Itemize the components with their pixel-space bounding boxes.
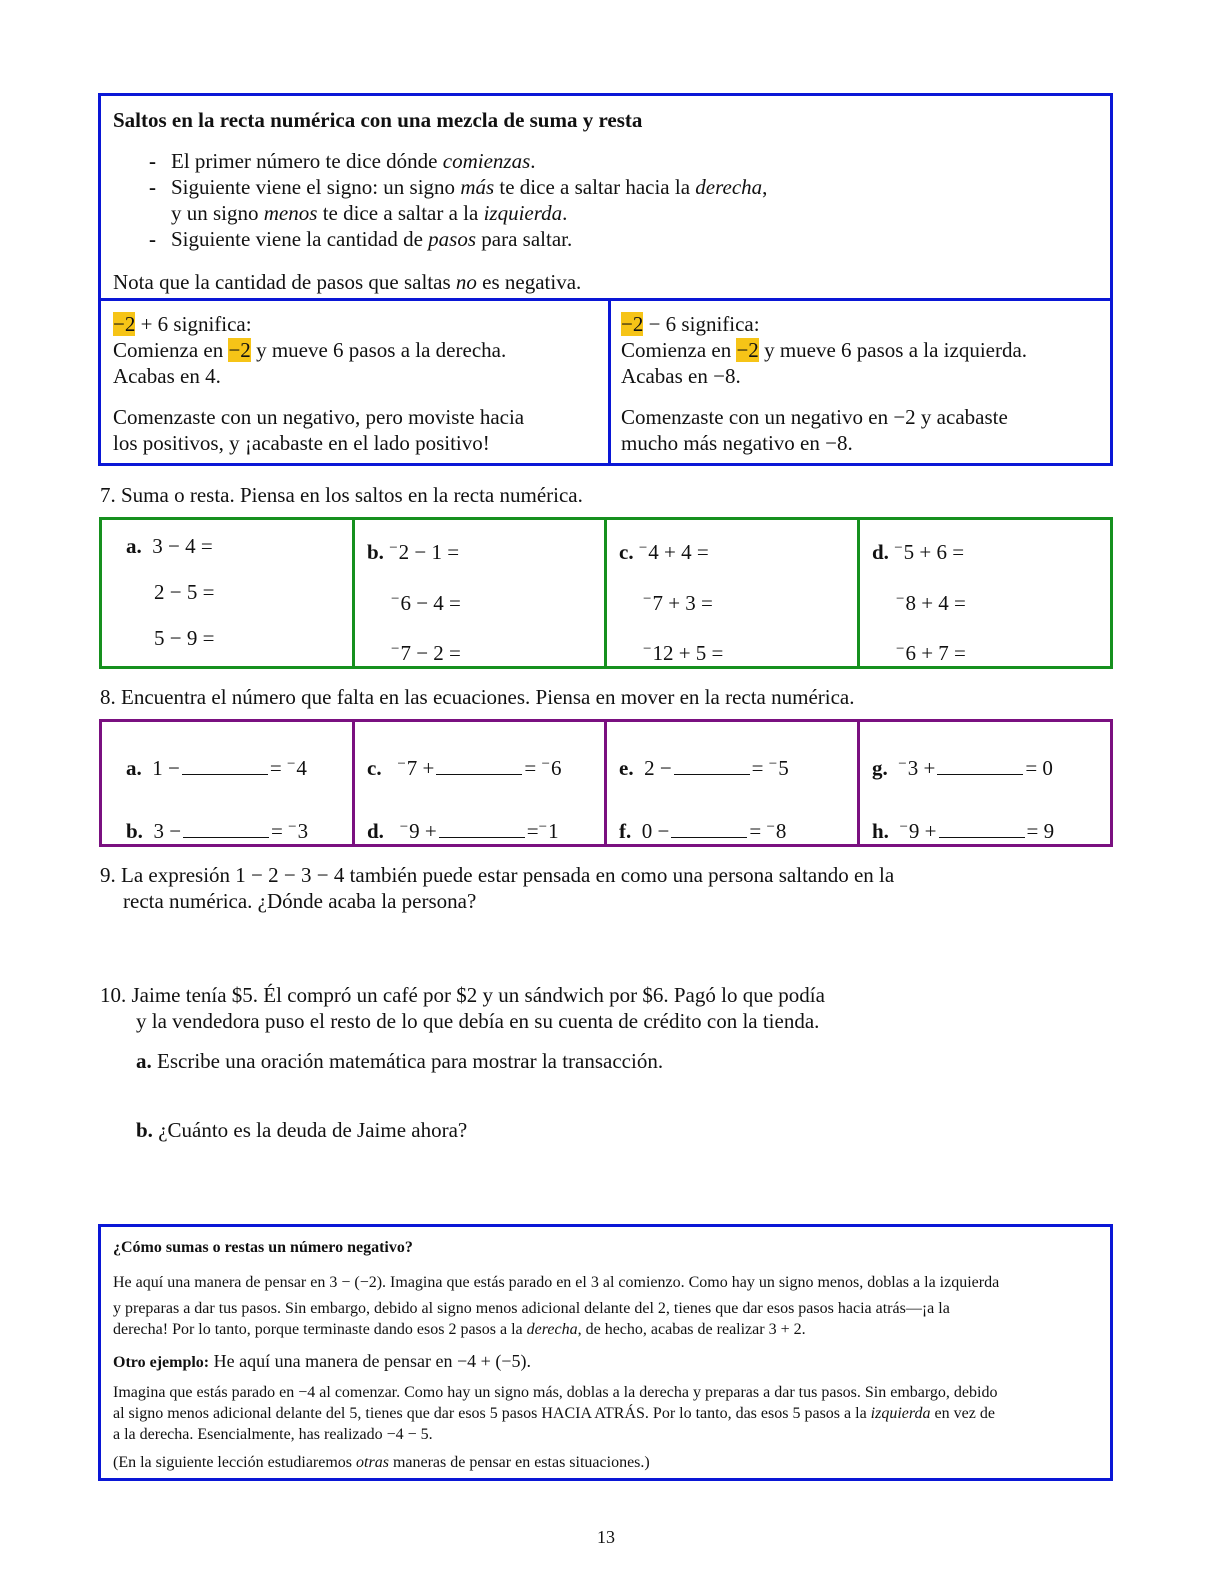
q7-cell-d: d. −5 + 6 = −8 + 4 = −6 + 7 =: [872, 540, 966, 665]
answer-blank-b[interactable]: [183, 819, 269, 838]
q7-cell-a: a. 3 − 4 = 2 − 5 = 5 − 9 =: [126, 534, 215, 650]
q8-item-d: d. −9 + =−1: [367, 819, 559, 843]
q8-prompt: 8. Encuentra el número que falta en las ecuaciones. Piensa en mover en la recta numérica.: [100, 685, 855, 709]
answer-blank-a[interactable]: [182, 756, 268, 775]
bullet-3: - Siguiente viene la cantidad de pasos para saltar.: [113, 226, 1093, 252]
answer-blank-c[interactable]: [436, 756, 522, 775]
q8-item-b: b. 3 − = −3: [126, 819, 309, 843]
intro-note: Nota que la cantidad de pasos que saltas no es negativa.: [113, 270, 582, 294]
info-p1: He aquí una manera de pensar en 3 − (−2). Imagina que estás parado en el 3 al comienzo. Como hay un signo menos, doblas a la izquierda y preparas a dar tus pasos. Sin embargo, debido al signo menos adicional delante del 2, tienes que dar esos pasos hacia atrás—¡a la derecha! Por lo tanto, porque terminaste dando esos 2 pasos a la derecha, de hecho, acabas de realizar 3 + 2.: [113, 1274, 1000, 1338]
intro-bullets: [113, 148, 1093, 252]
q8-divider-1: [352, 719, 355, 847]
info-example: Otro ejemplo: He aquí una manera de pensar en −4 + (−5).: [113, 1351, 531, 1371]
info-box-title: ¿Cómo sumas o restas un número negativo?: [113, 1239, 413, 1256]
answer-blank-e[interactable]: [674, 756, 750, 775]
q8-divider-3: [857, 719, 860, 847]
q8-cell-ef: [619, 751, 789, 844]
example-right-text: −2 − 6 significa: Comienza en −2 y mueve 6 pasos a la izquierda. Acabas en −8. Comenzaste con un negativo en −2 y acabaste mucho más negativo en −8.: [621, 312, 1028, 455]
answer-blank-h[interactable]: [939, 819, 1025, 838]
info-p3: (En la siguiente lección estudiaremos otras maneras de pensar en estas situaciones.): [113, 1454, 650, 1471]
q7-divider-1: [352, 517, 355, 669]
q7-divider-3: [857, 517, 860, 669]
answer-blank-f[interactable]: [671, 819, 747, 838]
q10-part-b: b. ¿Cuánto es la deuda de Jaime ahora?: [136, 1118, 468, 1142]
q10-text: 10. Jaime tenía $5. Él compró un café por $2 y un sándwich por $6. Pagó lo que podía y la vendedora puso el resto de lo que debía en su cuenta de crédito con la tienda.: [100, 983, 825, 1033]
q10-part-a: a. Escribe una oración matemática para mostrar la transacción.: [136, 1049, 664, 1073]
q8-item-c: c. −7 + = −6: [367, 756, 562, 780]
q7-cell-c: c. −4 + 4 = −7 + 3 = −12 + 5 =: [619, 540, 724, 665]
negative-numbers-info-box: [98, 1224, 1113, 1481]
answer-blank-g[interactable]: [937, 756, 1023, 775]
q8-cell-cd: [367, 751, 561, 844]
q7-divider-2: [604, 517, 607, 669]
q8-cell-ab: [126, 751, 308, 844]
bullet-2: - Siguiente viene el signo: un signo más te dice a saltar hacia la derecha,: [113, 174, 1093, 200]
q8-item-e: e. 2 − = −5: [619, 756, 789, 780]
intro-box: [98, 93, 1113, 301]
q8-item-g: g. −3 + = 0: [872, 756, 1053, 780]
q8-divider-2: [604, 719, 607, 847]
example-left-text: −2 + 6 significa: Comienza en −2 y mueve 6 pasos a la derecha. Acabas en 4. Comenzaste con un negativo, pero moviste hacia los positivos, y ¡acabaste en el lado positivo!: [113, 312, 525, 455]
answer-blank-d[interactable]: [439, 819, 525, 838]
q8-cell-gh: [872, 751, 1054, 844]
q7-prompt: 7. Suma o resta. Piensa en los saltos en la recta numérica.: [100, 483, 583, 507]
q9-text: 9. La expresión 1 − 2 − 3 − 4 también puede estar pensada en como una persona saltando en la recta numérica. ¿Dónde acaba la persona?: [100, 863, 895, 913]
example-box-right: [608, 298, 1113, 466]
bullet-2-cont: y un signo menos te dice a saltar a la izquierda.: [171, 201, 568, 225]
bullet-1: - El primer número te dice dónde comienzas.: [113, 148, 1093, 174]
example-box-left: [98, 298, 611, 466]
q8-item-h: h. −9 + = 9: [872, 819, 1055, 843]
q8-item-f: f. 0 − = −8: [619, 819, 787, 843]
q8-item-a: a. 1 − = −4: [126, 756, 307, 780]
intro-title: Saltos en la recta numérica con una mezcla de suma y resta: [113, 108, 643, 132]
info-p2: Imagina que estás parado en −4 al comenzar. Como hay un signo más, doblas a la derecha y preparas a dar tus pasos. Sin embargo, debido al signo menos adicional delante del 5, tienes que dar esos 5 pasos HACIA ATRÁS. Por lo tanto, das esos 5 pasos a la izquierda en vez de a la derecha. Esencialmente, has realizado −4 − 5.: [113, 1384, 998, 1443]
page-number: 13: [597, 1527, 615, 1547]
q7-cell-b: b. −2 − 1 = −6 − 4 = −7 − 2 =: [367, 540, 461, 665]
